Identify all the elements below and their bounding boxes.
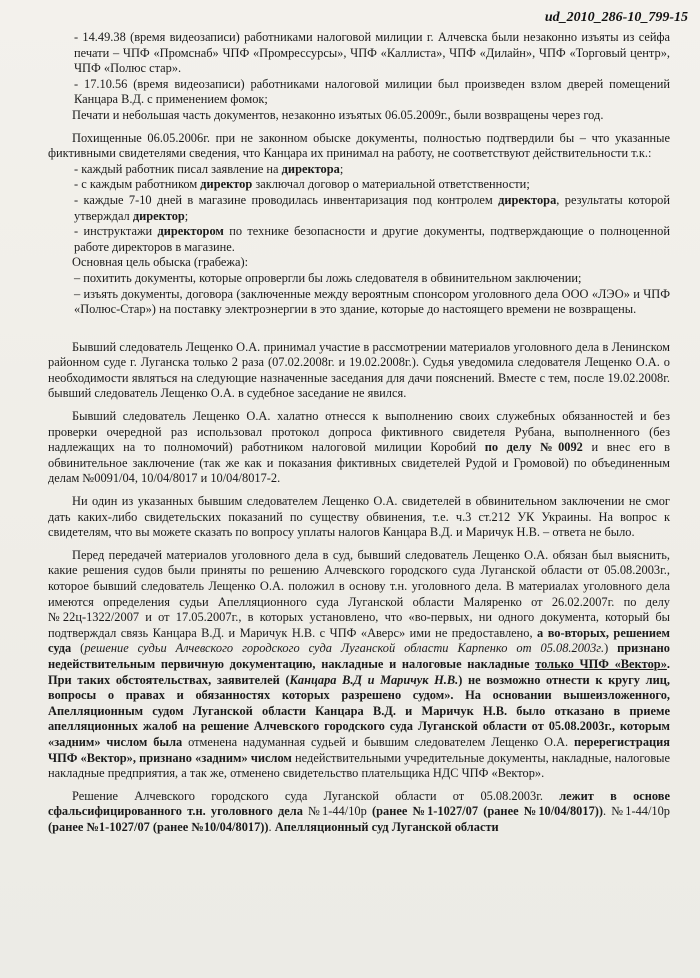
paragraph: Перед передачей материалов уголовного дела в суд, бывший следователь Лещенко О.А. обязан был выяснить, какие решения судов были приняты по решению Алчевского городского суда Луганской области от 05.08.2003г., которое бывший следователь Лещенко О.А. положил в основу т.н. уголовного дела. В материалах уголовного дела имеются определения судьи Апелляционного суда Луганской области Маляренко от 26.02.2007г. по делу №22ц-1322/2007 и от 17.05.2007г., в которых установлено, что «во-первых, ни одного документа, который бы подтверждал связь Канцара В.Д. и Маричук Н.В. с ЧПФ «Аверс» ими не предоставлено, а во-вторых, решением суда (решение судьи Алчевского городского суда Луганской области Карпенко от 05.08.2003г.) признано недействительным первичную документацию, накладные и налоговые накладные только ЧПФ «Вектор». При таких обстоятельствах, заявителей (Канцара В.Д и Маричук Н.В.) не возможно отнести к кругу лиц, вопросы о правах и обязанностях которых разрешено судом». На основании вышеизложенного, Апелляционным судом Луганской области Канцара В.Д. и Маричук Н.В. было отказано в приеме апелляционных жалоб на решение Алчевского городского суда Луганской области от 05.08.2003г., которым «задним» числом была отменена надуманная судьей и бывшим следователем Лещенко О.А. перерегистрация ЧПФ «Вектор», признано «задним» числом недействительными учредительные документы, накладные, налоговые накладные предприятия, а так же, отменено свидетельство плательщика НДС ЧПФ «Вектор». — [48, 547, 670, 781]
paragraph: Бывший следователь Лещенко О.А. принимал участие в рассмотрении материалов уголовного дела в Ленинском районном суде г. Луганска только 2 раза (07.02.2008г. и 19.02.2008г.). Судья уведомила следователя Лещенко О.А. о необходимости являться на следующие назначенные заседания для дачи пояснений. Вместе с тем, после 19.02.2008г. бывший следователь Лещенко О.А. в судебное заседание не явился. — [48, 339, 670, 401]
paragraph: Бывший следователь Лещенко О.А. халатно отнесся к выполнению своих служебных обязанностей и без проверки очередной раз использовал протокол допроса фиктивного свидетеля Рубана, выполненного (без надлежащих на то полномочий) работником налоговой милиции Коробий по делу №0092 и внес его в обвинительное заключение (так же как и показания фиктивных свидетелей Рудой и Громовой) по объединенным делам №0091/04, 10/04/8017 и 10/04/8017-2. — [48, 409, 670, 486]
paragraph: - инструктажи директором по технике безопасности и другие документы, подтверждающие о полноценной работе директоров в магазине. — [74, 224, 670, 254]
paragraph: Основная цель обыска (грабежа): — [72, 255, 249, 270]
paragraph: – изъять документы, договора (заключенные между вероятным спонсором уголовного дела ООО «ЛЭО» и ЧПФ «Полюс-Стар») на поставку электроэнергии в это здание, которые до настоящего времени не возвращены. — [74, 286, 670, 317]
paragraph: - каждый работник писал заявление на директора; — [74, 161, 344, 176]
paragraph: - каждые 7-10 дней в магазине проводилась инвентаризация под контролем директора, результаты которой утверждал директор; — [74, 192, 670, 223]
paragraph: – похитить документы, которые опровергли бы ложь следователя в обвинительном заключении; — [74, 270, 582, 285]
paragraph: Похищенные 06.05.2006г. при не законном обыске документы, полностью подтвердили бы – что указанные фиктивными свидетелями сведения, что Канцара их принимал на работу, не соответствуют действительности т.к.: — [48, 130, 670, 161]
document-body — [48, 30, 670, 836]
paragraph: Решение Алчевского городского суда Луганской области от 05.08.2003г. лежит в основе сфальсифицированного т.н. уголовного дела №1-44/10р (ранее №1-1027/07 (ранее №10/04/8017)). №1-44/10р (ранее №1-1027/07 (ранее №10/04/8017)). Апелляционный суд Луганской области — [48, 788, 670, 834]
document-id: ud_2010_286-10_799-15 — [544, 10, 688, 25]
paragraph: - 14.49.38 (время видеозаписи) работниками налоговой милиции г. Алчевска были незаконно изъяты из сейфа печати – ЧПФ «Промснаб» ЧПФ «Промрессурсы», ЧПФ «Каллиста», ЧПФ «Дилайн», ЧПФ «Торговый центр», ЧПФ «Полюс стар». — [74, 30, 670, 76]
paragraph: - 17.10.56 (время видеозаписи) работниками налоговой милиции был произведен взлом дверей помещений Канцара В.Д. с применением фомок; — [74, 76, 670, 107]
paragraph: Ни один из указанных бывшим следователем Лещенко О.А. свидетелей в обвинительном заключении не смог дать каких-либо свидетельских показаний по существу обвинения, т.е. ч.3 ст.212 УК Украины. На вопрос к свидетелям, что вы можете сказать по вопросу уплаты налогов Канцара В.Д. и Маричук Н.В. – ответа не было. — [48, 494, 670, 540]
paragraph: - с каждым работником директор заключал договор о материальной ответственности; — [74, 177, 530, 192]
paragraph: Печати и небольшая часть документов, незаконно изъятых 06.05.2009г., были возвращены через год. — [72, 107, 604, 122]
